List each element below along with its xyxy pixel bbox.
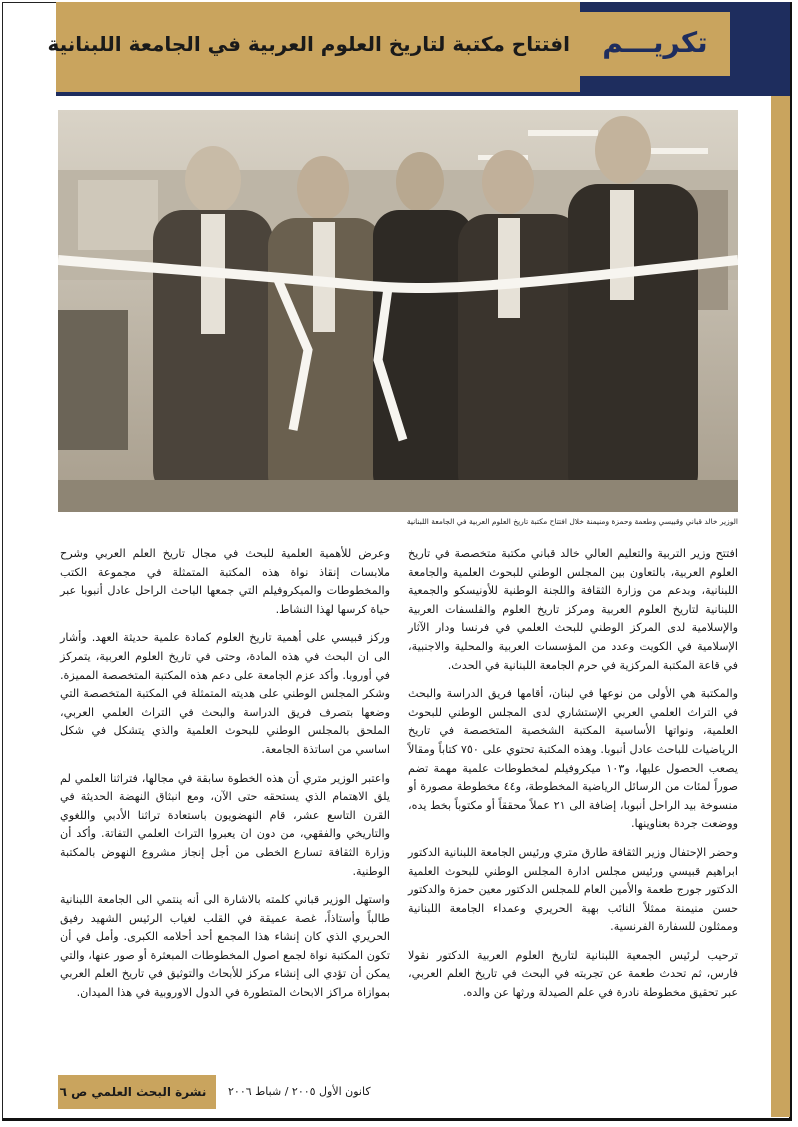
paragraph: واعتبر الوزير متري أن هذه الخطوة سابقة في مجالها، فتراثنا العلمي لم يلق الاهتمام الذي يستحقه حتى الآن، ومع انبثاق النهضة الحديثة في القرن التاسع عشر، قام النهضويون باستعادة تراثنا الأدبي واللغوي والتاريخي والفقهي، من دون ان يعبروا التراث العلمي التفاتة. وأكد أن وزارة الثقافة تسارع الخطى من أجل إنجاز مشروع النهوض بالمكتبة الوطنية. (60, 771, 390, 878)
issue-date: كانون الأول ٢٠٠٥ / شباط ٢٠٠٦ (228, 1085, 371, 1098)
header-stripe (56, 92, 790, 96)
section-tag: تكريـــم (580, 12, 730, 76)
page-title: افتتاح مكتبة لتاريخ العلوم العربية في الجامعة اللبنانية (47, 32, 570, 56)
article-column-right (408, 545, 738, 1013)
ribbon-cutting-photo (58, 110, 738, 512)
paragraph: وركز قبيسي على أهمية تاريخ العلوم كمادة علمية حديثة العهد. وأشار الى ان البحث في هذه المادة، وحتى في تاريخ العلوم العربية، يتمركز في أوروبا. وأكد عزم الجامعة على دعم هذه المكتبة المتخصصة المميزة. وشكر المجلس الوطني على هديته المتمثلة في المكتبة المتخصصة التي وضعها بتصرف فريق الدراسة والبحث في التراث العلمي العربي، الملحق بالمجلس الوطني للبحوث العلمية والذي يتشكل في شكل اساسي من اساتذة الجامعة. (60, 631, 390, 756)
side-accent-bar (771, 96, 790, 1117)
publication-name: نشرة البحث العلمي ص ٦ (59, 1085, 207, 1099)
paragraph: واستهل الوزير قباني كلمته بالاشارة الى أنه ينتمي الى الجامعة اللبنانية طالباً وأستاذاً، غصة عميقة في القلب لغياب الرئيس الشهيد رفيق الحريري الذي كان إنشاء هذا المجمع أحد أحلامه الكبرى. وأمل في أن تكون المكتبة نواة لجمع اصول المخطوطات المبعثرة أو صور عنها، والتي يمكن أن تؤدي الى إنشاء مركز للأبحاث والتوثيق في تاريخ العلم العربي بموازاة مراكز الابحاث المتطورة في الدول الاوروبية في هذا الميدان. (60, 893, 390, 1000)
paragraph: وعرض للأهمية العلمية للبحث في مجال تاريخ العلم العربي وشرح ملابسات إنقاذ نواة هذه المكتبة المتمثلة في مجموعة الكتب والمخطوطات والميكروفيلم التي جمعها الباحث الراحل عادل أنبوبا عبر حياة كرسها لهذا النشاط. (60, 547, 390, 616)
paragraph: وحضر الإحتفال وزير الثقافة طارق متري ورئيس الجامعة اللبنانية الدكتور ابراهيم قبيسي ورئيس مجلس ادارة المجلس الوطني للبحوث العلمية الدكتور جورج طعمة والأمين العام للمجلس الدكتور معين حمزة والدكتور حسن منيمنة ممثلاً النائب بهية الحريري وعمداء الجامعة اللبنانية وممثلون للسفارة الفرنسية. (408, 845, 738, 934)
paragraph: ترحيب لرئيس الجمعية اللبنانية لتاريخ العلوم العربية الدكتور نقولا فارس، ثم تحدث طعمة عن تجربته في البحث في تاريخ العلم العربي، عبر تحقيق مخطوطة نادرة في علم الصيدلة ورثها عن والده. (408, 948, 738, 1000)
photo-caption: الوزير خالد قباني وقبيسي وطعمة وحمزة ومنيمنة خلال افتتاح مكتبة تاريخ العلوم العربية في الجامعة اللبنانية (406, 517, 738, 526)
article-column-left (60, 545, 390, 1013)
paragraph: والمكتبة هي الأولى من نوعها في لبنان، أقامها فريق الدراسة والبحث في التراث العلمي العربي الإستشاري لدى المجلس الوطني للبحوث العلمية، ونواتها الأساسية المكتبة الشخصية المتخصصة في تاريخ الرياضيات للباحث عادل أنبوبا. وهذه المكتبة تحتوي على ٧٥٠ كتاباً ومقالاً يصعب الحصول عليها، و١٠٣ ميكروفيلم لمخطوطات علمية مهمة تضم صوراً لمئات من الرسائل الرياضية المخطوطة، و٤٤ مخطوطة مصورة أو منسوخة بيد الراحل أنبوبا، إضافة الى ٢١ عملاً محققاً أو مكتوباً بخط يده، ووضعت جردة بعناوينها. (408, 687, 739, 831)
paragraph: افتتح وزير التربية والتعليم العالي خالد قباني مكتبة متخصصة في تاريخ العلوم العربية، بالتعاون بين المجلس الوطني للبحوث العلمية والجامعة اللبنانية، وبدعم من وزارة الثقافة واللجنة الوطنية للأونيسكو والجمعية اللبنانية لتاريخ العلوم العربية ومركز تاريخ العلوم والفلسفات العربية والإسلامية لدى المركز الوطني للبحث العلمي في فرنسا ودار الآثار الإسلامية في الكويت وعدد من المؤسسات العربية والمحلية والاجنبية، في قاعة المكتبة المركزية في حرم الجامعة اللبنانية في الحدث. (408, 547, 738, 672)
